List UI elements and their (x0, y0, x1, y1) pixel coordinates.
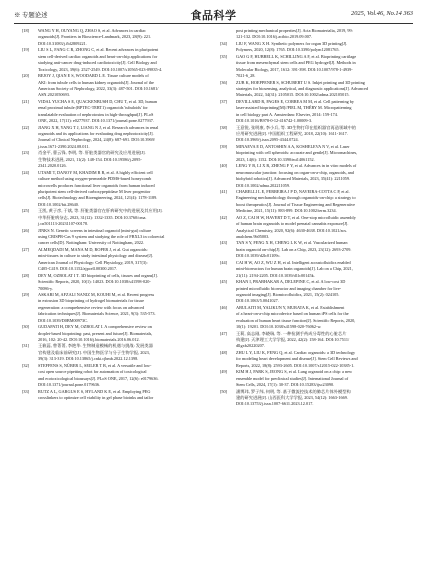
reference-text: American Society of Nephrology, 2022, 33(3): 487-501. DOI:10.1681/ (38, 85, 159, 91)
reference-text: ASKARI M, AFZALI NANIZ M, KOUHI M, et al. Recent progress (38, 291, 155, 297)
reference-text: ensemble model for preclinical studies[J]. International Journal of (236, 375, 349, 381)
reference-number: [33] (22, 388, 30, 394)
reference-text: DOI:10.1371/journal.pone.0179636. (38, 382, 101, 388)
reference-text: 潘博玮, 罗子纬, 何明, 等. 基于微流控技术的肺芯片体外模型构 (236, 388, 351, 394)
reference-text: cells[J]. Biotechnology and Bioengineering, 2024, 121(4): 1178-1189. (38, 195, 158, 201)
reference-text: analchem.9b05003. (236, 234, 270, 239)
reference-entry-continued (220, 401, 408, 407)
reference-number: [37] (220, 98, 228, 104)
reference-text: DOI:10.1002/bit.28640. (38, 201, 79, 207)
reference-text: DEVILLARD R, PAGES E, CORREA M M, et al. Cell patterning by (236, 98, 355, 104)
reference-number: [48] (220, 349, 228, 355)
reference-text: microwells produces functional liver organoids from human induced (38, 182, 155, 188)
page-header (14, 8, 413, 22)
reference-number: [19] (22, 47, 30, 53)
reference-text: laser-assisted bioprinting[M]//PIEL M, THÉRY M. Micropatterning (236, 105, 352, 111)
reference-number: [30] (22, 324, 30, 330)
reference-text: ABULAITI M, YALIKUN Y, MURATA K, et al. Establishment (236, 304, 345, 310)
reference-text: Engineering mechanobiology through organoids-on-chip: a strategy to (236, 195, 356, 201)
reference-number: [40] (220, 163, 228, 169)
reference-text: 王凯, 黄子彦, 于斌, 等. 肝脏类器官在肝病研究中的进展及其应用[J]. (38, 208, 163, 214)
reference-column-left (22, 28, 210, 401)
reference-text: ZHU L Y, LIU K, FENG Q, et al. Cardiac organoids: a 3D technology (236, 349, 356, 355)
reference-text: organoid imaging[J]. Biomicrofluidics, 2021, 15(2): 024105. (236, 291, 340, 297)
reference-text: bioprinting with cell spheroids: accurate and gentle[J]. Micromachines, (236, 150, 358, 156)
reference-text: DOI:10.31083/j.fbl2809221. (38, 40, 87, 46)
reference-text: brain organoid on-chip[J]. Lab on a Chip, 2023, 23(12): 2693-2709. (236, 246, 352, 252)
reference-number: [22] (22, 124, 30, 130)
reference-text: WANG Y H, OUYANG Q, ZHAO S, et al. Advances in cardiac (38, 28, 146, 33)
reference-text: DOI:10.3969/j.issn.2095-4344.0724. (236, 137, 299, 143)
reference-text: cancer cells[D]. Nottingham: University of Nottingham, 2022. (38, 240, 145, 246)
reference-text: UTAMI T, DANOY M, KHADIM R R, et al. A highly efficient cell (38, 169, 153, 175)
reference-text: studying anti-cancer drug-induced cardiotoxicity[J]. Cell Biology and (38, 60, 157, 66)
reference-text: Analytical Chemistry, 2020, 92(6): 4630-4638. DOI:10.1021/acs. (236, 227, 348, 233)
reference-text: VIDAL YUCHA S E, QUACKENBUSH D, CHU T, et al. 3D, human (38, 98, 157, 104)
reference-text: stem cell-derived cardiac organoids and heart-on-chip applications for (38, 53, 158, 59)
reference-text: ZUB K, HOEPPENER S, SCHUBERT U S. Inkjet printing and 3D printing (236, 79, 365, 85)
reference-text: 王筱蕊, 曾菁菁, 李艳华. 生物制造模械的机遇与挑战: 发展类器 (38, 343, 153, 349)
reference-entry-continued (22, 395, 210, 401)
reference-text: American Journal of Physiology: Cell Physiology, 2019, 317(3): (38, 259, 148, 265)
reference-text: dllgxb20220207. (236, 343, 265, 349)
reference-text: printed microfluidic bioreactor and imaging chamber for live- (236, 285, 342, 291)
reference-number: [20] (22, 73, 30, 79)
reference-text: j.cn501113-20231107-00178. (38, 221, 89, 227)
reference-text: of a heart-on-a-chip microdevice based on human iPS cells for the (236, 311, 349, 317)
reference-text: 肖金平, 曹云锋, 李明, 等. 肝脏类器官的研究及应用进展[J]. (38, 150, 146, 156)
reference-number: [21] (22, 98, 30, 104)
reference-number: [38] (220, 124, 228, 130)
reference-text: 121-132. DOI:10.1016/j.actbio.2019.09.007. (236, 34, 313, 40)
reference-text: for modeling heart development and disease[J]. Stem Cell Reviews and (236, 356, 358, 362)
reference-text: DOI:10.1063/5.0041027. (236, 298, 279, 304)
reference-text: DOI:10.13753/j.issn.1007-6611.2023.12.017. (236, 401, 314, 407)
reference-text: 2023, 14(6): 1152. DOI:10.3390/mi14061152. (236, 156, 315, 162)
reference-text: STEFFENS S, NÜBER L, SEILER T B, et al. A versatile and low- (38, 362, 152, 368)
reference-text: TAN S Y, FENG X H, CHENG L K W, et al. Vascularized human (236, 240, 348, 246)
reference-text: C405-C419. DOI:10.1152/ajpcell.00300.2017. (38, 266, 118, 272)
reference-number: [34] (220, 40, 228, 46)
reference-column-right (220, 28, 408, 408)
reference-number: [49] (220, 369, 228, 375)
reference-text: ONE, 2022, 17(11): e0277937. DOI:10.1371/journal.pone.0277937. (38, 118, 154, 124)
reference-text: organoids and its applications for evaluating drug nephrotoxicity[J]. (38, 131, 154, 136)
reference-number: [35] (220, 53, 228, 59)
reference-text: KHAN I, PRABHAKAR A, DELEPINE C, et al. A low-cost 3D (236, 279, 346, 285)
reference-number: [42] (220, 214, 228, 220)
reference-number: [24] (22, 169, 30, 175)
reference-text: 生物技术进展, 2021, 11(2): 148-154. DOI:10.19586/j.2095- (38, 156, 142, 162)
journal-title: 食品科学 (190, 9, 237, 22)
reference-text: Molecular Biology, 2017, 1612: 391-398. DOI:10.1007/978-1-4939- (236, 66, 353, 72)
reference-text: DOI:10.1016/B978-0-12-416742-1.00009-3. (236, 118, 313, 124)
volume-page-info: 2025, Vol.46, No.14 363 (351, 10, 413, 17)
reference-text: Stem Cells, 2024, 17(1): 30-37. DOI:10.15283/ijsc23090. (236, 382, 335, 388)
reference-text: ASN.2021050693. (38, 92, 70, 98)
reference-text: Materials, 2022, 34(31): 2105015. DOI:10.1002/adma.202105015. (236, 92, 350, 98)
reference-number: [36] (220, 79, 228, 85)
reference-text: ALMEQDADI M, MANA M D, ROPER J, et al. Gut organoids: (38, 246, 148, 252)
reference-text: MINAEVA E D, ANTOSHIN A A, KOSHELEVA N V, et al. Laser (236, 143, 350, 149)
reference-text: droplet-based bioprinting: past, present and future[J]. Biomaterials, (38, 330, 153, 336)
reference-text: strategies for biosensing, analytical, and diagnostic applications[J]. Advanced (236, 85, 368, 91)
reference-text: organoids[J]. Frontiers in Bioscience-Landmark, 2023, 28(9): 221. (38, 34, 152, 40)
reference-text: using CRISPR-Cas 9 system and studying the role of FBXL3 in colorectal (38, 234, 165, 239)
reference-text: Reports, 2022, 18(8): 2593-2605. DOI:10.1007/s12015-022-10385-1. (236, 362, 355, 368)
reference-number: [45] (220, 279, 228, 285)
reference-text: RUTZ A L, GARGUS E S, HYLAND K E, et al. Employing PEG (38, 388, 151, 394)
reference-text: j.issn.1671-2390.2024.08.011. (38, 143, 90, 149)
reference-text: Journal of Clinical Nephrology, 2024, 24(8): 687-691. DOI:10.3969/ (38, 137, 155, 143)
reference-number: [46] (220, 304, 228, 310)
reference-text: DOI:10.1039/d2lc01109c. (236, 253, 281, 259)
reference-text: boost therapeutics[J]. Journal of Tissue Engineering and Regenerative (236, 201, 355, 207)
reference-text: Toxicology, 2023, 39(6): 2527-2549. DOI:10.1007/s10565-023-09835-4. (38, 66, 163, 72)
reference-text: 2016, 102: 20-42. DOI:10.1016/j.biomaterials.2016.06.012. (38, 337, 140, 342)
reference-number: [28] (22, 272, 30, 278)
reference-text: 建的研究进展[J]. 山西医科大学学报, 2023, 54(12): 1663-1669. (236, 394, 348, 400)
reference-text: cost open source pipetting robot for automation of toxicological (38, 369, 147, 375)
reference-text: mini-tissues in culture to study intestinal physiology and disease[J]. (38, 253, 154, 259)
reference-number: [26] (22, 227, 30, 233)
reference-text: GUDAPATI H, DEY M, OZBOLAT I. A comprehensive review on (38, 324, 152, 330)
reference-number: [23] (22, 150, 30, 156)
reference-text: KIM H J, PARK S, JEONG S, et al. Lung organoid on a chip: a new (236, 369, 353, 375)
reference-text: LIU F, WANG X H. Synthetic polymers for organ 3D printing[J]. (236, 40, 348, 46)
reference-text: mini-bioreactors for human brain organoids[J]. Lab on a Chip, 2021, (236, 266, 353, 272)
reference-text: neuromuscular junction: focusing on organ-on-a-chip, organoids, and (236, 169, 354, 175)
reference-text: 官构建及临床前研究[J]. 中国生物医学与分子生物学报, 2023, (38, 349, 150, 355)
reference-text: regeneration: a comprehensive review with focus on advanced (38, 304, 145, 310)
reference-text: renal proximal tubule (RPTEC-TERT1) organoids 'tubuloids' for (38, 105, 148, 111)
reference-text: 中华肝脏病杂志, 2023, 31(12): 1332-1335. DOI:10.3760/cma. (38, 214, 147, 220)
reference-text: CHARELLI L E, FERREIRA J P D, NAVEIRA-COTTA C P, et al. (236, 188, 350, 194)
reference-text: in cell biology part A. Amsterdam: Elsevier, 2014: 159-174. (236, 111, 338, 117)
reference-text: LIU S L, FANG C R, ZHONG C, et al. Recent advances in pluripotent (38, 47, 159, 53)
reference-text: DEY M, OZBOLAT I T. 3D bioprinting of cells, tissues and organs[J]. (38, 272, 158, 278)
reference-text: GAO G F, HUBBELL K, SCHILLING A F, et al. Bioprinting cartilage (236, 53, 357, 59)
reference-text: 应用研究进展[J]. 中国组织工程研究, 2018, 22(10): 1611-1617. (236, 131, 348, 136)
reference-text: tissue from mesenchymal stem cells and PEG hydrogel[J]. Methods in (236, 60, 356, 66)
reference-number: [50] (220, 388, 228, 394)
reference-text: post printing mechanical properties[J]. Acta Biomaterialia, 2019, 99: (236, 28, 353, 33)
reference-text: 10(1): 19201. DOI:10.1038/s41598-020-76062-w. (236, 324, 322, 330)
reference-text: biohybrid robotics[J]. Advanced Materials, 2023, 35(41): 2211059. (236, 176, 351, 182)
reference-number: [44] (220, 259, 228, 265)
reference-text: CAI H W, AO Z, WU Z H, et al. Intelligent acoustofluidics enabled (236, 259, 351, 265)
reference-number: [25] (22, 208, 30, 214)
reference-text: crosslinkers to optimize cell viability in gel phase bioinks and tailor (38, 394, 154, 400)
reference-text: BEJOY J, QIAN E S, WOODARD L E. Tissue culture models of (38, 73, 149, 79)
reference-number: [43] (220, 240, 228, 246)
reference-number: [27] (22, 246, 30, 252)
reference-text: 构建[J]. 天津理工大学学报, 2022, 42(2): 158-164. DOI:10.7511/ (236, 337, 350, 342)
header-rule (14, 23, 413, 24)
reference-number: [31] (22, 343, 30, 349)
reference-text: Polymers, 2020, 12(8): 1765. DOI:10.3390/polym12081765. (236, 47, 340, 53)
reference-text: 70086-y. (38, 285, 53, 291)
reference-text: pluripotent stem cell-derived carboxypeptidase M liver progenitor (38, 188, 151, 194)
reference-text: in extrusion 3D bioprinting of hydrogel biomaterials for tissue (38, 298, 144, 304)
reference-text: Scientific Reports, 2020, 10(1): 14023. DOI:10.1038/s41598-020- (38, 279, 151, 285)
reference-number: [32] (22, 362, 30, 368)
reference-text: fabrication techniques[J]. Biomaterials Science, 2021, 9(3): 535-573. (38, 311, 156, 317)
reference-text: 王莉, 高志刚, 李晓瑞, 等. 一种检测手药成分毒性的心脏芯片 (236, 330, 347, 336)
reference-text: and ecotoxicological bioassays[J]. PLoS ONE, 2017, 12(6): e0179636. (38, 375, 159, 381)
reference-text: LENG Y B, LI X R, ZHENG F Y, et al. Advances in in vitro models of (236, 163, 357, 169)
reference-text: 王意锐, 张明康, 李小兵, 等. 3D生物打印在组织器官再造领域中的 (236, 124, 356, 130)
reference-number: [29] (22, 291, 30, 297)
reference-number: [18] (22, 28, 30, 33)
section-label: ※ 专题论述 (14, 12, 48, 19)
reference-text: 7021-6_28. (236, 73, 256, 79)
reference-text: DOI:10.1039/D0BM00973C. (38, 317, 89, 323)
reference-text: JINKS N. Genetic screens in intestinal organoid (mini-gut) culture (38, 227, 152, 233)
reference-text: DOI:10.1002/adma.202211059. (236, 182, 291, 188)
reference-text: translatable evaluation of nephrotoxins in high-throughput[J]. PLoS (38, 111, 154, 117)
reference-text: 2341.2020.0126. (38, 163, 67, 169)
reference-text: evaluation of human heart tissue function[J]. Scientific Reports, 2020, (236, 317, 356, 323)
reference-text: 21(11): 2194-2205. DOI:10.1039/d1lc00145k. (236, 272, 315, 278)
reference-text: culture method using oxygen-permeable PDMS-based honeycomb (38, 176, 152, 182)
reference-text: 39(3): 313-319. DOI:10.13865/j.cnki.cjbmb.2022.12.1398. (38, 356, 139, 362)
reference-number: [47] (220, 330, 228, 336)
reference-text: Medicine, 2021, 15(11): 883-899. DOI:10.1002/term.3234. (236, 208, 337, 214)
reference-number: [39] (220, 143, 228, 149)
reference-text: of human brain organoids to model prenatal cannabis exposure[J]. (236, 221, 349, 227)
reference-text: JIANG X H, YANG T J, LIANG N J, et al. Research advances in renal (38, 124, 159, 130)
reference-text: AKI: from tubule cells to human kidney organoids[J]. Journal of the (38, 79, 154, 85)
reference-number: [41] (220, 188, 228, 194)
reference-text: AO Z, CAI H W, HAVERT D T, et al. One-stop microfluidic assembly (236, 214, 356, 220)
